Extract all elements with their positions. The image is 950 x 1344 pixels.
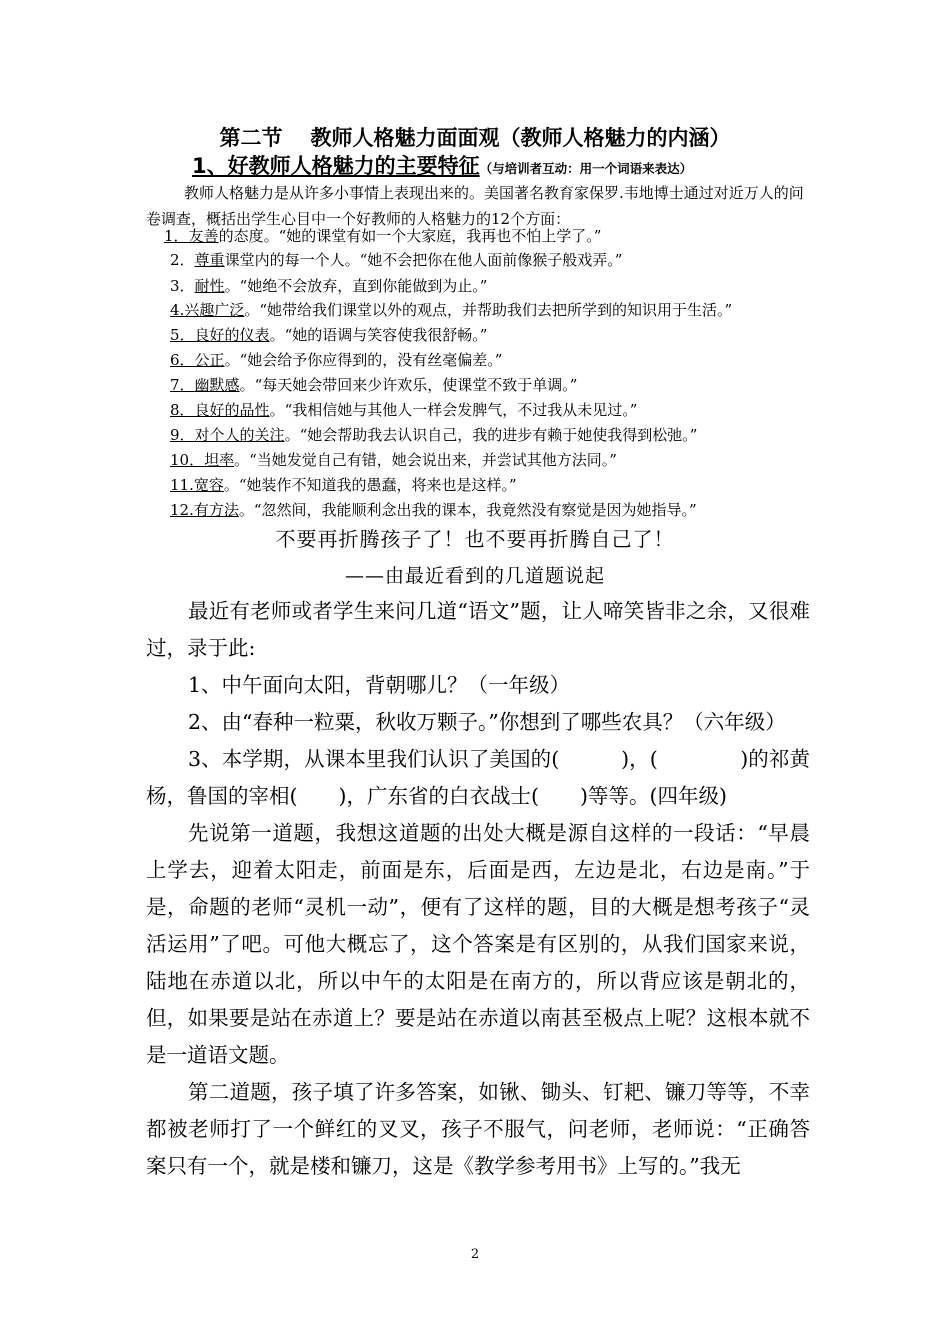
trait-item: 5．良好的仪表。“她的语调与笑容使我很舒畅。” xyxy=(170,326,488,344)
question-item: 2、由“春种一粒粟，秋收万颗子。”你想到了哪些农具？（六年级） xyxy=(188,710,786,734)
trait-item: 9．对个人的关注。“她会帮助我去认识自己，我的进步有赖于她使我得到松弛。” xyxy=(170,426,698,444)
trait-item: 7．幽默感。“每天她会带回来少许欢乐，使课堂不致于单调。” xyxy=(170,376,578,394)
trait-keyword: 幽默感 xyxy=(194,376,240,394)
trait-item: 1．友善的态度。“她的课堂有如一个大家庭，我再也不怕上学了。” xyxy=(164,227,602,245)
trait-keyword: 坦率 xyxy=(204,451,235,469)
article-title: 不要再折腾孩子了！也不要再折腾自己了！ xyxy=(275,527,675,551)
subsection-title xyxy=(192,150,692,180)
article-body xyxy=(146,593,810,1185)
trait-item: 10．坦率。“当她发觉自己有错，她会说出来，并尝试其他方法同。” xyxy=(170,451,617,469)
article-paragraph: 先说第一道题，我想这道题的出处大概是源自这样的一段话：“早晨上学去，迎着太阳走，前面是东，后面是西，左边是北，右边是南。”于是，命题的老师“灵机一动”，便有了这样的题，目的大概是想考孩子“灵活运用”了吧。可他大概忘了，这个答案是有区别的，从我们国家来说，陆地在赤道以北，所以中午的太阳是在南方的，所以背应该是朝北的，但，如果要是站在赤道上？要是站在赤道以南甚至极点上呢？这根本就不是一道语文题。 xyxy=(146,821,810,1067)
trait-keyword: 公正 xyxy=(194,351,225,369)
trait-item: 11.宽容。“她装作不知道我的愚蠢，将来也是这样。” xyxy=(170,476,517,494)
trait-keyword: 有方法 xyxy=(193,501,239,519)
question-item: 1、中午面向太阳，背朝哪儿？（一年级） xyxy=(188,673,571,697)
trait-keyword: 对个人的关注 xyxy=(194,426,285,444)
subsection-heading: 1、好教师人格魅力的主要特征 xyxy=(192,154,480,178)
trait-keyword: 尊重 xyxy=(194,251,225,269)
section-title xyxy=(0,122,950,152)
trait-keyword: 良好的品性 xyxy=(194,401,270,419)
trait-item: 8．良好的品性。“我相信她与其他人一样会发脾气，不过我从未见过。” xyxy=(170,401,638,419)
trait-item: 6．公正。“她会给予你应得到的，没有丝毫偏差。” xyxy=(170,351,503,369)
section-label: 第二节 xyxy=(219,126,283,150)
trait-item: 12.有方法。“忽然间，我能顺利念出我的课本，我竟然没有察觉是因为她指导。” xyxy=(170,501,697,519)
article-subtitle: ——由最近看到的几道题说起 xyxy=(344,565,605,587)
section-heading: 教师人格魅力面面观（教师人格魅力的内涵） xyxy=(310,126,731,150)
trait-keyword: 宽容 xyxy=(193,476,224,494)
trait-keyword: 耐性 xyxy=(194,277,225,295)
page-number: 2 xyxy=(470,1247,480,1262)
trait-item: 3．耐性。“她绝不会放弃，直到你能做到为止。” xyxy=(170,277,488,295)
trait-item: 2．尊重课堂内的每一个人。“她不会把你在他人面前像猴子般戏弄。” xyxy=(170,251,623,269)
article-paragraph: 第二道题，孩子填了许多答案，如锹、锄头、钉耙、镰刀等等，不幸都被老师打了一个鲜红的叉叉，孩子不服气，问老师，老师说：“正确答案只有一个，就是楼和镰刀，这是《教学参考用书》上写的。”我无 xyxy=(146,1080,810,1178)
trait-keyword: 良好的仪表 xyxy=(194,326,270,344)
trait-item: 4.兴趣广泛。“她带给我们课堂以外的观点，并帮助我们去把所学到的知识用于生活。” xyxy=(170,301,733,319)
question-item: 3、本学期，从课本里我们认识了美国的( )，( )的祁黄杨，鲁国的宰相( )，广东省的白衣战士( )等等。(四年级) xyxy=(146,747,810,808)
subsection-note: （与培训者互动：用一个词语来表达） xyxy=(479,161,693,176)
trait-keyword: 兴趣广泛 xyxy=(184,301,245,319)
trait-keyword: 友善 xyxy=(188,227,219,245)
intro-paragraph: 教师人格魅力是从许多小事情上表现出来的。美国著名教育家保罗.韦地博士通过对近万人的问卷调查，概括出学生心目中一个好教师的人格魅力的12个方面： xyxy=(146,184,804,228)
article-paragraph: 最近有老师或者学生来问几道“语文”题，让人啼笑皆非之余，又很难过，录于此: xyxy=(146,599,810,660)
